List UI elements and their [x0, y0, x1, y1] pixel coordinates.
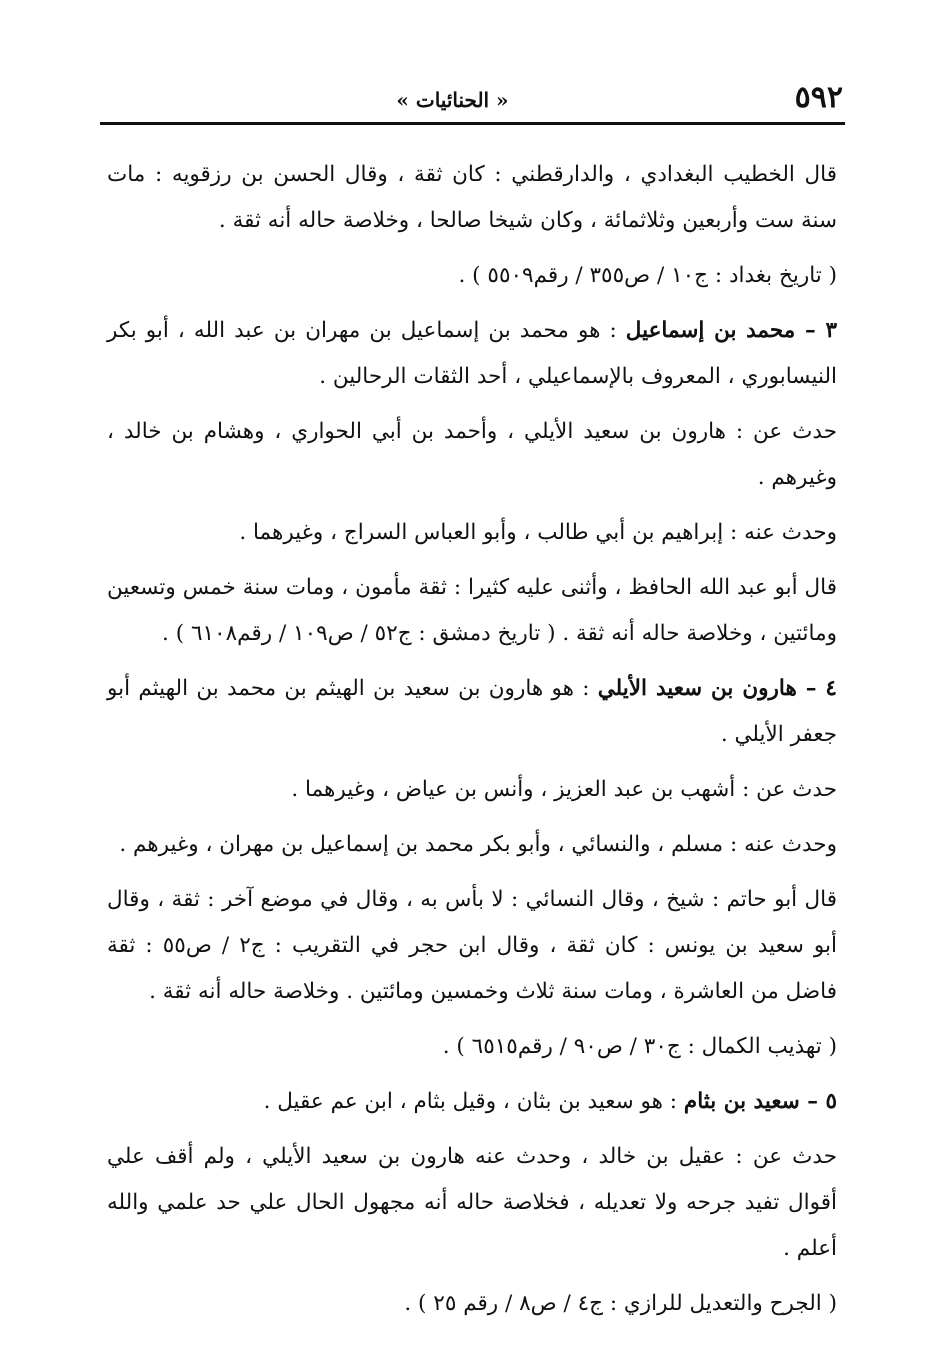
entry-name: ٥ – سعيد بن بثام — [683, 1089, 837, 1114]
paragraph: قال أبو حاتم : شيخ ، وقال النسائي : لا بأس به ، وقال في موضع آخر : ثقة ، وقال أبو سعيد بن يونس : كان ثقة ، وقال ابن حجر في التقريب : ج٢ / ص٥٥ : ثقة فاضل من العاشرة ، ومات سنة ثلاث وخمسين ومائتين . وخلاصة حاله أنه ثقة . — [107, 887, 837, 1004]
running-title: « الحنائيات » — [396, 88, 509, 112]
paragraph: وحدث عنه : مسلم ، والنسائي ، وأبو بكر محمد بن إسماعيل بن مهران ، وغيرهم . — [119, 832, 837, 857]
paragraph: قال أبو عبد الله الحافظ ، وأثنى عليه كثيرا : ثقة مأمون ، ومات سنة خمس وتسعين ومائتين ، وخلاصة حاله أنه ثقة . ( تاريخ دمشق : ج٥٢ / ص١٠٩ / رقم٦١٠٨ ) . — [107, 575, 837, 646]
paragraph: حدث عن : هارون بن سعيد الأيلي ، وأحمد بن أبي الحواري ، وهشام بن خالد ، وغيرهم . — [107, 419, 837, 490]
page-body — [107, 152, 837, 1336]
entry-heading-paragraph: ٣ – محمد بن إسماعيل : هو محمد بن إسماعيل بن مهران بن عبد الله ، أبو بكر النيسابوري ، المعروف بالإسماعيلي ، أحد الثقات الرحالين . — [107, 318, 837, 389]
paragraph: ( تهذيب الكمال : ج٣٠ / ص٩٠ / رقم٦٥١٥ ) . — [442, 1034, 837, 1059]
paragraph: ( الجرح والتعديل للرازي : ج٤ / ص٨ / رقم ٢٥ ) . — [404, 1291, 837, 1316]
page-number: ٥٩٢ — [794, 80, 843, 115]
entry-heading-paragraph: ٥ – سعيد بن بثام : هو سعيد بن بثان ، وقيل بثام ، ابن عم عقيل . — [263, 1089, 837, 1114]
entry-heading-paragraph: ٤ – هارون بن سعيد الأيلي : هو هارون بن سعيد بن الهيثم بن محمد بن الهيثم أبو جعفر الأيلي . — [107, 676, 837, 747]
entry-name: ٤ – هارون بن سعيد الأيلي — [597, 676, 837, 701]
paragraph: ( تاريخ بغداد : ج١٠ / ص٣٥٥ / رقم٥٥٠٩ ) . — [458, 263, 837, 288]
paragraph: حدث عن : عقيل بن خالد ، وحدث عنه هارون بن سعيد الأيلي ، ولم أقف علي أقوال تفيد جرحه ولا تعديله ، فخلاصة حاله أنه مجهول الحال علي حد علمي والله أعلم . — [107, 1144, 837, 1261]
page-header — [100, 78, 845, 125]
paragraph: حدث عن : أشهب بن عبد العزيز ، وأنس بن عياض ، وغيرهما . — [291, 777, 837, 802]
paragraph: وحدث عنه : إبراهيم بن أبي طالب ، وأبو العباس السراج ، وغيرهما . — [239, 520, 837, 545]
paragraph: قال الخطيب البغدادي ، والدارقطني : كان ثقة ، وقال الحسن بن رزقويه : مات سنة ست وأربعين وثلاثمائة ، وكان شيخا صالحا ، وخلاصة حاله أنه ثقة . — [107, 162, 837, 233]
entry-name: ٣ – محمد بن إسماعيل — [625, 318, 837, 343]
